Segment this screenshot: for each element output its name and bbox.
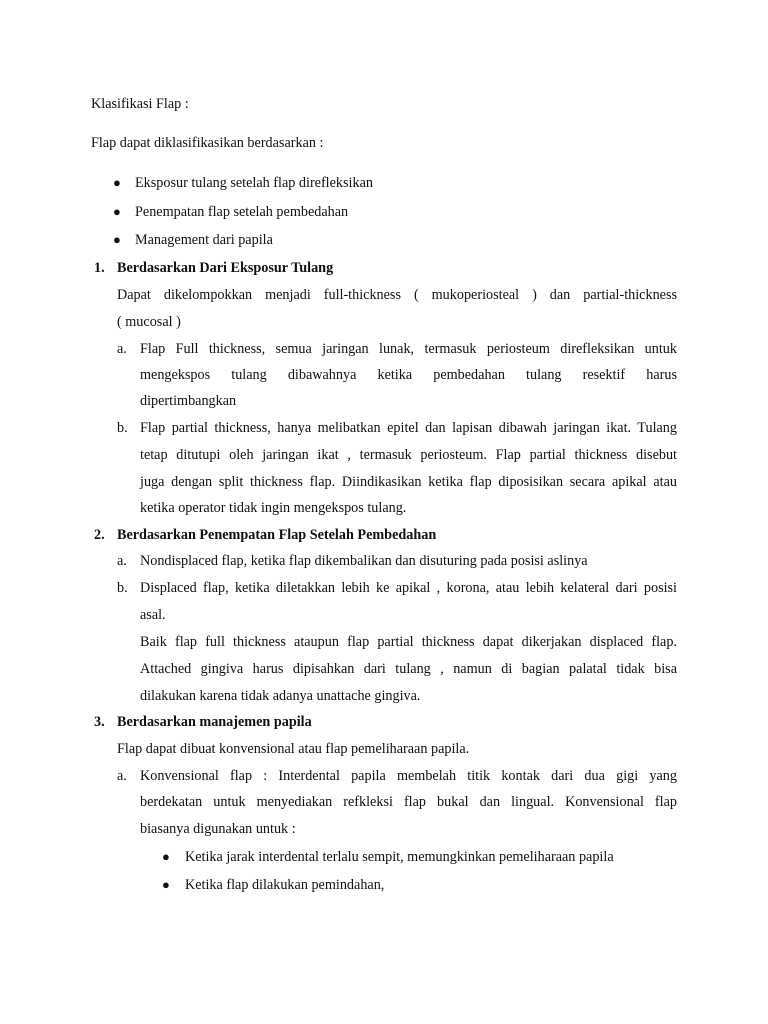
note-line: Baik flap full thickness ataupun flap partial thickness dapat dikerjakan displaced flap. (140, 634, 677, 650)
item-marker: a. (117, 341, 127, 357)
bullet-dot: ● (113, 232, 121, 247)
item-line: berdekatan untuk menyediakan refkleksi flap bukal dan lingual. Konvensional flap (140, 794, 677, 810)
section-paragraph-line: Flap dapat dibuat konvensional atau flap pemeliharaan papila. (117, 741, 470, 757)
section-number: 1. (94, 260, 105, 276)
intro-text: Flap dapat diklasifikasikan berdasarkan : (91, 135, 324, 151)
bullet-dot: ● (162, 877, 170, 892)
item-line: dipertimbangkan (140, 393, 237, 409)
bullet-dot: ● (113, 175, 121, 190)
item-line: Displaced flap, ketika diletakkan lebih ke apikal , korona, atau lebih kelateral dari posisi (140, 580, 677, 596)
document-title: Klasifikasi Flap : (91, 96, 189, 112)
item-line: Flap Full thickness, semua jaringan lunak, termasuk periosteum direfleksikan untuk (140, 341, 677, 357)
bullet-dot: ● (113, 204, 121, 219)
item-marker: a. (117, 553, 127, 569)
item-line: juga dengan split thickness flap. Diindikasikan ketika flap diposisikan secara apikal atau (140, 474, 677, 490)
item-line: mengekspos tulang dibawahnya ketika pembedahan tulang resektif harus (140, 367, 677, 383)
bullet-item: Management dari papila (135, 232, 273, 248)
item-line: biasanya digunakan untuk : (140, 821, 296, 837)
item-line: tetap ditutupi oleh jaringan ikat , termasuk periosteum. Flap partial thickness disebut (140, 447, 677, 463)
section-paragraph-line: Dapat dikelompokkan menjadi full-thickness ( mukoperiosteal ) dan partial-thickness (117, 287, 677, 303)
sub-bullet-item: Ketika flap dilakukan pemindahan, (185, 877, 385, 893)
item-line: Flap partial thickness, hanya melibatkan epitel dan lapisan dibawah jaringan ikat. Tulang (140, 420, 677, 436)
bullet-item: Eksposur tulang setelah flap direfleksikan (135, 175, 373, 191)
note-line: dilakukan karena tidak adanya unattache gingiva. (140, 688, 421, 704)
section-heading: Berdasarkan Penempatan Flap Setelah Pembedahan (117, 527, 437, 543)
item-marker: a. (117, 768, 127, 784)
sub-bullet-item: Ketika jarak interdental terlalu sempit, memungkinkan pemeliharaan papila (185, 849, 614, 865)
item-marker: b. (117, 580, 128, 596)
bullet-dot: ● (162, 849, 170, 864)
item-line: Konvensional flap : Interdental papila membelah titik kontak dari dua gigi yang (140, 768, 677, 784)
section-number: 2. (94, 527, 105, 543)
item-line: Nondisplaced flap, ketika flap dikembalikan dan disuturing pada posisi aslinya (140, 553, 588, 569)
item-line: ketika operator tidak ingin mengekspos tulang. (140, 500, 407, 516)
item-line: asal. (140, 607, 166, 623)
section-number: 3. (94, 714, 105, 730)
note-line: Attached gingiva harus dipisahkan dari tulang , namun di bagian palatal tidak bisa (140, 661, 677, 677)
section-heading: Berdasarkan Dari Eksposur Tulang (117, 260, 334, 276)
section-paragraph-line: ( mucosal ) (117, 314, 181, 330)
item-marker: b. (117, 420, 128, 436)
section-heading: Berdasarkan manajemen papila (117, 714, 312, 730)
bullet-item: Penempatan flap setelah pembedahan (135, 204, 349, 220)
